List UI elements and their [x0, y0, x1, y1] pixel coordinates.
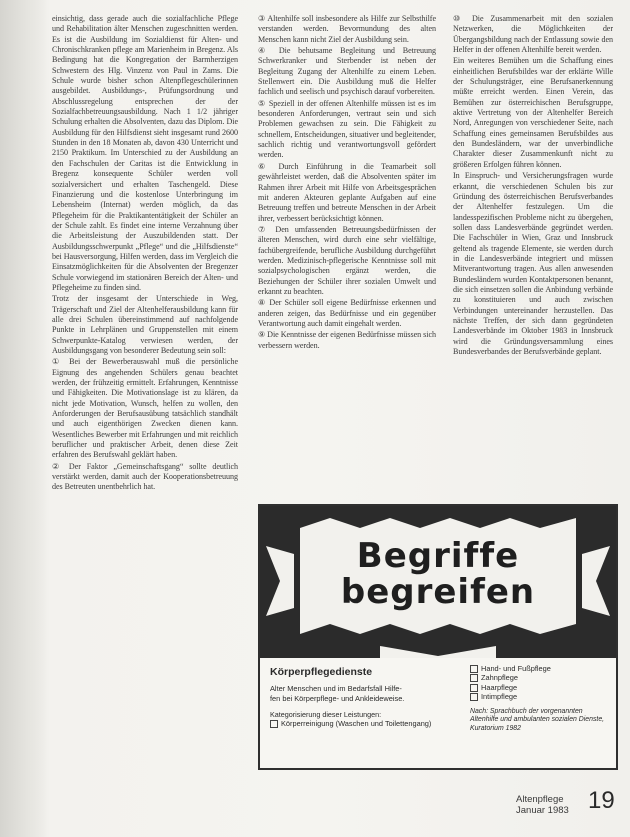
glossary-options — [470, 664, 612, 764]
glossary-list-item-label: Hand- und Fußpflege — [481, 664, 551, 673]
footer-issue-date: Januar 1983 — [516, 805, 569, 816]
glossary-list-item — [470, 673, 612, 682]
checkbox-square-icon — [470, 665, 478, 673]
paragraph: ⑨ Die Kenntnisse der eigenen Bedürfnisse müssen sich verbessern werden. — [258, 330, 436, 350]
glossary-list-item — [470, 692, 612, 701]
paragraph: ③ Altenhilfe soll insbesondere als Hilfe zur Selbsthilfe verstanden werden. Bevormundung des alten Menschen kann nicht Ziel der Ausbildung sein. — [258, 14, 436, 44]
page-spine-shadow — [0, 0, 48, 837]
glossary-definition-line: Alter Menschen und im Bedarfsfall Hilfe- — [270, 684, 402, 693]
glossary-subheading: Kategorisierung dieser Leistungen: — [270, 710, 382, 720]
paragraph: ① Bei der Bewerberauswahl muß die persönliche Eignung des angehenden Schülers genau beachtet werden, der frühzeitig ermittelt. Erfahrungen, Kenntnisse und Fähigkeiten. Die Motivationslage ist zu klären, da nicht jede Motivation, Wunsch, helfen zu wollen, den Anforderungen der Berufsausübung tatsächlich standhält und auch eigenthörigen Zwecken dienen kann. Wesentliches Bewerber mit Erfahrungen und mit reichlich beruflicher und praktischer Arbeit, denen diese Zeit erfahren des Berufswahl geklärt haben. — [52, 357, 238, 460]
paragraph: ⑩ Die Zusammenarbeit mit den sozialen Netzwerken, die Möglichkeiten der Übergangsbildung nach der Entlassung sowie den Helfer in der offenen Altenhilfe bereit werden. — [453, 14, 613, 55]
paragraph: ⑤ Speziell in der offenen Altenhilfe müssen ist es im besonderen Anforderungen, vertraut sein und sich Problemen gewachsen zu sein. Die Fähigkeit zu schnellem, Entscheidungen, situativer und begleitender, sachlich richtig und verantwortungsvoll gefördert werden. — [258, 98, 436, 160]
paragraph: ④ Die behutsame Begleitung und Betreuung Schwerkranker und Sterbender ist neben der Begleitung Zugang der Altenhilfe zu einem Leben. Stellenwert ein. Die Ausbildung muß die Helfer fachlich und seelisch und psychisch darauf vorbereiten. — [258, 46, 436, 97]
paragraph: Trotz der insgesamt der Unterschiede in Weg, Trägerschaft und Ziel der Altenhelferausbildung kann für alle drei Schulen übereinstimmend auf nachfolgende Punkte in Lehrplänen und Gruppenstellen mit einem Schwerpunkte-Katalog verwiesen werden, der Ausbildungsgang von besonderer Bedeutung sein soll: — [52, 294, 238, 355]
glossary-list-item-label: Intimpflege — [481, 692, 518, 702]
page-number: 19 — [588, 787, 615, 814]
checkbox-square-icon — [470, 684, 478, 692]
footer-magazine-name: Altenpflege — [516, 794, 564, 805]
glossary-list-item — [470, 664, 612, 673]
paragraph: ⑧ Der Schüler soll eigene Bedürfnisse erkennen und anderen zeigen, das Bedürfnisse und ein gegenüber Verantwortung auch damit eingehalt werden. — [258, 298, 436, 328]
glossary-list-item-label: Zahnpflege — [481, 673, 518, 683]
text-column-1 — [52, 14, 238, 494]
glossary-list-item — [470, 683, 612, 692]
paragraph: ② Der Faktor „Gemeinschaftsgang“ sollte deutlich verstärkt werden, damit auch der Kooperationsbetreuung des Betreuten unentbehrlich hat. — [52, 461, 238, 492]
footer-publication — [516, 794, 586, 816]
paragraph: ⑦ Den umfassenden Betreuungsbedürfnissen der älteren Menschen, wird durch eine sehr vielfältige, fachübergreifende, berufliche Ausbildung durchgeführt werden. Medizinisch-pflegerische Kenntnisse soll mit sozialpsychologischen ergänzt werden, die Beziehungen der Schüler ihrer sozialen Umwelt und erkannt zu beachten. — [258, 224, 436, 296]
checkbox-square-icon — [270, 720, 278, 728]
paragraph: Ein weiteres Bemühen um die Schaffung eines einheitlichen Berufsbildes war der erklärte Wille der Schulungsträger, eine Berufsanerkennung müßte erreicht werden. Einen Verein, das Bemühen zur österreichischen Berufsgruppe, aktive Vertretung von der Altenhelfer Bereich Nord, Anregungen von verschiedener Seite, nach Schaffung eines gemeinsamen Berufsbildes aus den Bundesländern, war der unverbindliche Charakter dieser Zusammenkunft nicht zu größeren Erfolgen führen können. — [453, 56, 613, 169]
checkbox-square-icon — [470, 693, 478, 701]
glossary-term-title: Körperpflegedienste — [270, 666, 373, 678]
glossary-box — [258, 504, 618, 770]
glossary-list-item-label: Haarpflege — [481, 682, 518, 692]
glossary-card — [270, 666, 462, 762]
paragraph: einsichtig, dass gerade auch die sozialfachliche Pflege und Rehabilitation älter Menschen zugeschnitten werden. Es ist die Ausbildung im Sozialdienst für Alten- und Chronischkranken pflege am Marienheim in Bregenz. Als Bedingung hat die Kongregation der Barmherzigen Schwestern des Hlg. Vinzenz von Paul in Zams. Die Schule wurde bisher schon Altenpflegeschülerinnen ausgebildet. Ausbildungs-, Prüfungsordnung und Abschlussregelung entsprechen der der Sozialfachbetreuungsausbildung. Nach 1 1/2 jähriger Schulung erhalten die Absolventen, dazu das Diplom. Die Ausbildung für den Hilfsdienst sieht insgesamt rund 2600 Stunden in den 18 Monaten ab, davon 430 Unterricht und 2150 Praktikum. Im Unterschied zu der Ausbildung an den Fachschulen der Caritas ist die Entwicklung in Bregenz konsequente Schüler werden voll sozialversichert und erhalten Taschengeld. Diese Finanzierung und die kostenlose Unterbringung im Lebensheim (Internat) werden möglich, da das Pflegeheim für die Praktikantentätigkeit der Schüler an der Schule zahlt. Es findet eine interne Verzahnung über die Arbeitsleistung der Auszubildenden statt. Der Ausbildungsschwerpunkt „Pflege“ und die „Hilfsdienste“ bei Hausversorgung, Hilfen werden, dass im Vergleich die Einsatzmöglichkeiten für die Absolventen der Bregenzer Schule vorwiegend im stationären Bereich der Alten- und Pflegeheime zu finden sind. — [52, 14, 238, 292]
glossary-title-line-2: begreifen — [340, 572, 536, 612]
text-column-3 — [453, 14, 613, 358]
paragraph: In Einspruch- und Versicherungsfragen wurde erkannt, die verschiedenen Schulen bis zur Gründung des österreichischen Berufsverbandes der Altenhelfer festzulegen. Um die landesspezifischen Probleme nicht zu übergehen, sollen dass Landesverbände gegründet werden. Die Fachschüler in Wien, Graz und Innsbruck geltend als tragende Elemente, sie werden durch in die Landesverbände integriert und müssen Mitverantwortung tragen. Aus allen anwesenden Bundesländern wurden Kontaktpersonen benannt, die sich einsetzen sollen die Anbindung verbände zu konstituieren und auch zwischen Verbindungen untereinander herzustellen. Das nächste Treffen, der sich dann gegründeten Landesverbände im Oktober 1983 in Innsbruck wird die Gründungsversammlung eines Bundesverbandes der Berufsverbände geplant. — [453, 171, 613, 356]
glossary-title-line-1: Begriffe — [356, 536, 520, 576]
glossary-list-item — [270, 719, 462, 728]
glossary-banner — [260, 506, 616, 658]
glossary-definition-line: fen bei Körperpflege- und Ankleideweise. — [270, 693, 405, 703]
glossary-list-item-label: Körperreinigung (Waschen und Toilettengang) — [281, 719, 432, 729]
glossary-source-note: Nach: Sprachbuch der vorgenannten Altenhilfe und ambulanten sozialen Dienste, Kuratorium 1982 — [470, 707, 605, 732]
checkbox-square-icon — [470, 674, 478, 682]
paragraph: ⑥ Durch Einführung in die Teamarbeit soll gewährleistet werden, daß die Absolventen später im Rahmen ihrer Arbeit mit Hilfe von Arbeitsgesprächen mit anderen Akteuren geplante Aufgaben auf eine Betreuung treffen und betreute Menschen in der Arbeit ihrer, verbessert berücksichtigt können. — [258, 161, 436, 223]
text-column-2 — [258, 14, 436, 352]
